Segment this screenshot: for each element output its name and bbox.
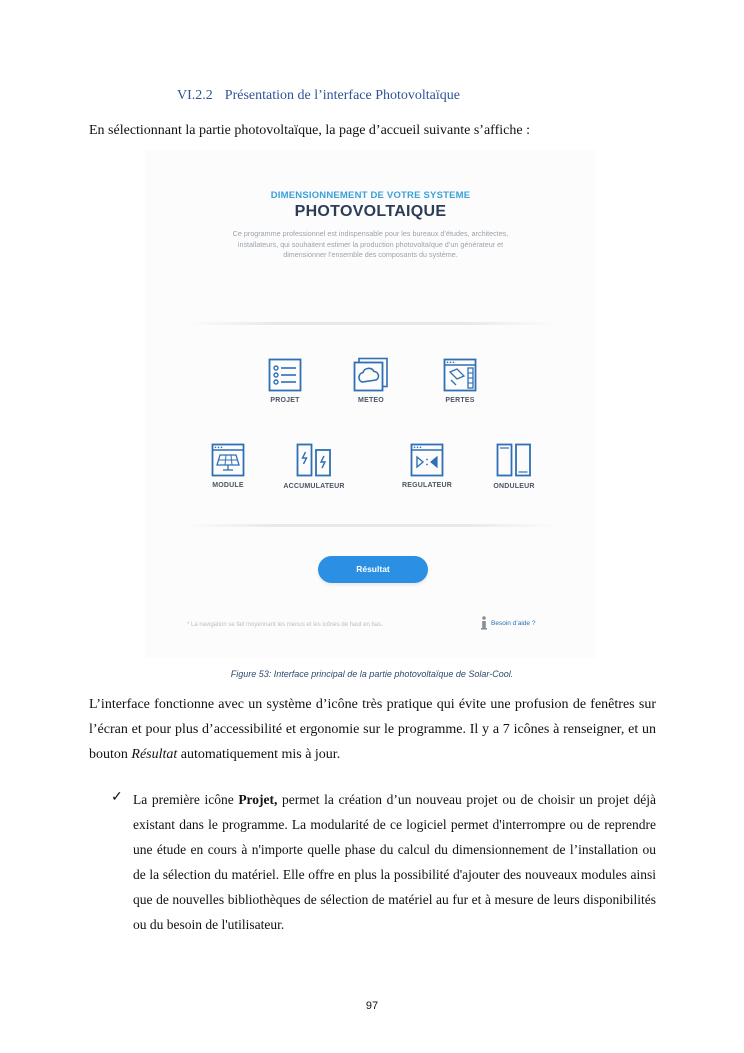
inverter-icon bbox=[496, 443, 532, 478]
section-number: VI.2.2 bbox=[177, 88, 213, 103]
checkmark-icon: ✓ bbox=[111, 790, 123, 805]
paragraph-emphasis: Résultat bbox=[131, 747, 178, 762]
figure-caption: Figure 53: Interface principal de la partie photovoltaïque de Solar-Cool. bbox=[230, 669, 514, 679]
tool-projet[interactable] bbox=[240, 358, 330, 404]
screenshot-title: PHOTOVOLTAIQUE bbox=[294, 203, 447, 220]
info-icon bbox=[480, 616, 488, 630]
list-icon bbox=[268, 358, 302, 392]
tool-label: PERTES bbox=[445, 397, 475, 404]
tool-accumulateur[interactable] bbox=[269, 443, 359, 490]
divider bbox=[185, 322, 556, 325]
battery-icon bbox=[296, 443, 332, 478]
paragraph-text: L’interface fonctionne avec un système d’icône très pratique qui évite une profusion de fenêtres sur l’écran et pour plus d’accessibilité et ergonomie sur le programme. Il y a 7 icônes à renseigner, et un bouton bbox=[89, 697, 656, 762]
tool-regulateur[interactable] bbox=[382, 443, 472, 489]
tool-label: METEO bbox=[358, 397, 384, 404]
tool-label: ACCUMULATEUR bbox=[283, 483, 345, 490]
bullet-item bbox=[133, 787, 656, 937]
help-link[interactable] bbox=[480, 616, 535, 630]
bullet-intro: La première icône bbox=[133, 792, 239, 807]
bullet-body: permet la création d’un nouveau projet ou de choisir un projet déjà existant dans le programme. La modularité de ce logiciel permet d'interrompre ou de reprendre une étude en cours à n'importe quelle phase du calcul du dimensionnement de l’installation ou de la sélection du matériel. Elle offre en plus la possibilité d'ajouter des nouveaux modules ainsi que de nouvelles bibliothèques de sélection de matériel au fur et à mesure de leurs disponibilités ou du besoin de l'utilisateur. bbox=[133, 792, 656, 932]
body-paragraph bbox=[89, 692, 656, 767]
tool-meteo[interactable] bbox=[326, 357, 416, 404]
intro-text: En sélectionnant la partie photovoltaïque, la page d’accueil suivante s’affiche : bbox=[89, 123, 530, 138]
paragraph-text-end: automatiquement mis à jour. bbox=[177, 747, 341, 762]
screenshot-subtitle: DIMENSIONNEMENT DE VOTRE SYSTEME bbox=[270, 190, 471, 201]
result-button[interactable]: Résultat bbox=[318, 556, 428, 583]
weather-icon bbox=[353, 357, 389, 392]
tool-label: ONDULEUR bbox=[493, 483, 535, 490]
navigation-note: * La navigation se fait moyennant les menus et les icônes de haut en bas. bbox=[187, 622, 383, 628]
losses-icon bbox=[443, 358, 477, 392]
tool-label: PROJET bbox=[270, 397, 300, 404]
tool-label: REGULATEUR bbox=[401, 482, 453, 489]
page-number: 97 bbox=[365, 1000, 379, 1012]
tool-pertes[interactable] bbox=[415, 358, 505, 404]
screenshot-description: Ce programme professionnel est indispensable pour les bureaux d’études, architectes, installateurs, qui souhaitent estimer la production photovoltaïque d’un générateur et dimensionner l’ensemble des composants du système. bbox=[232, 229, 509, 259]
tool-module[interactable] bbox=[183, 443, 273, 489]
section-heading bbox=[177, 88, 460, 104]
section-title: Présentation de l’interface Photovoltaïque bbox=[224, 88, 460, 103]
solar-panel-icon bbox=[211, 443, 245, 477]
regulator-icon bbox=[410, 443, 444, 477]
tool-onduleur[interactable] bbox=[469, 443, 559, 490]
app-screenshot bbox=[145, 150, 596, 658]
divider bbox=[185, 524, 556, 527]
help-label: Besoin d’aide ? bbox=[491, 619, 536, 627]
bullet-bold: Projet, bbox=[238, 792, 278, 807]
tool-label: MODULE bbox=[212, 482, 244, 489]
